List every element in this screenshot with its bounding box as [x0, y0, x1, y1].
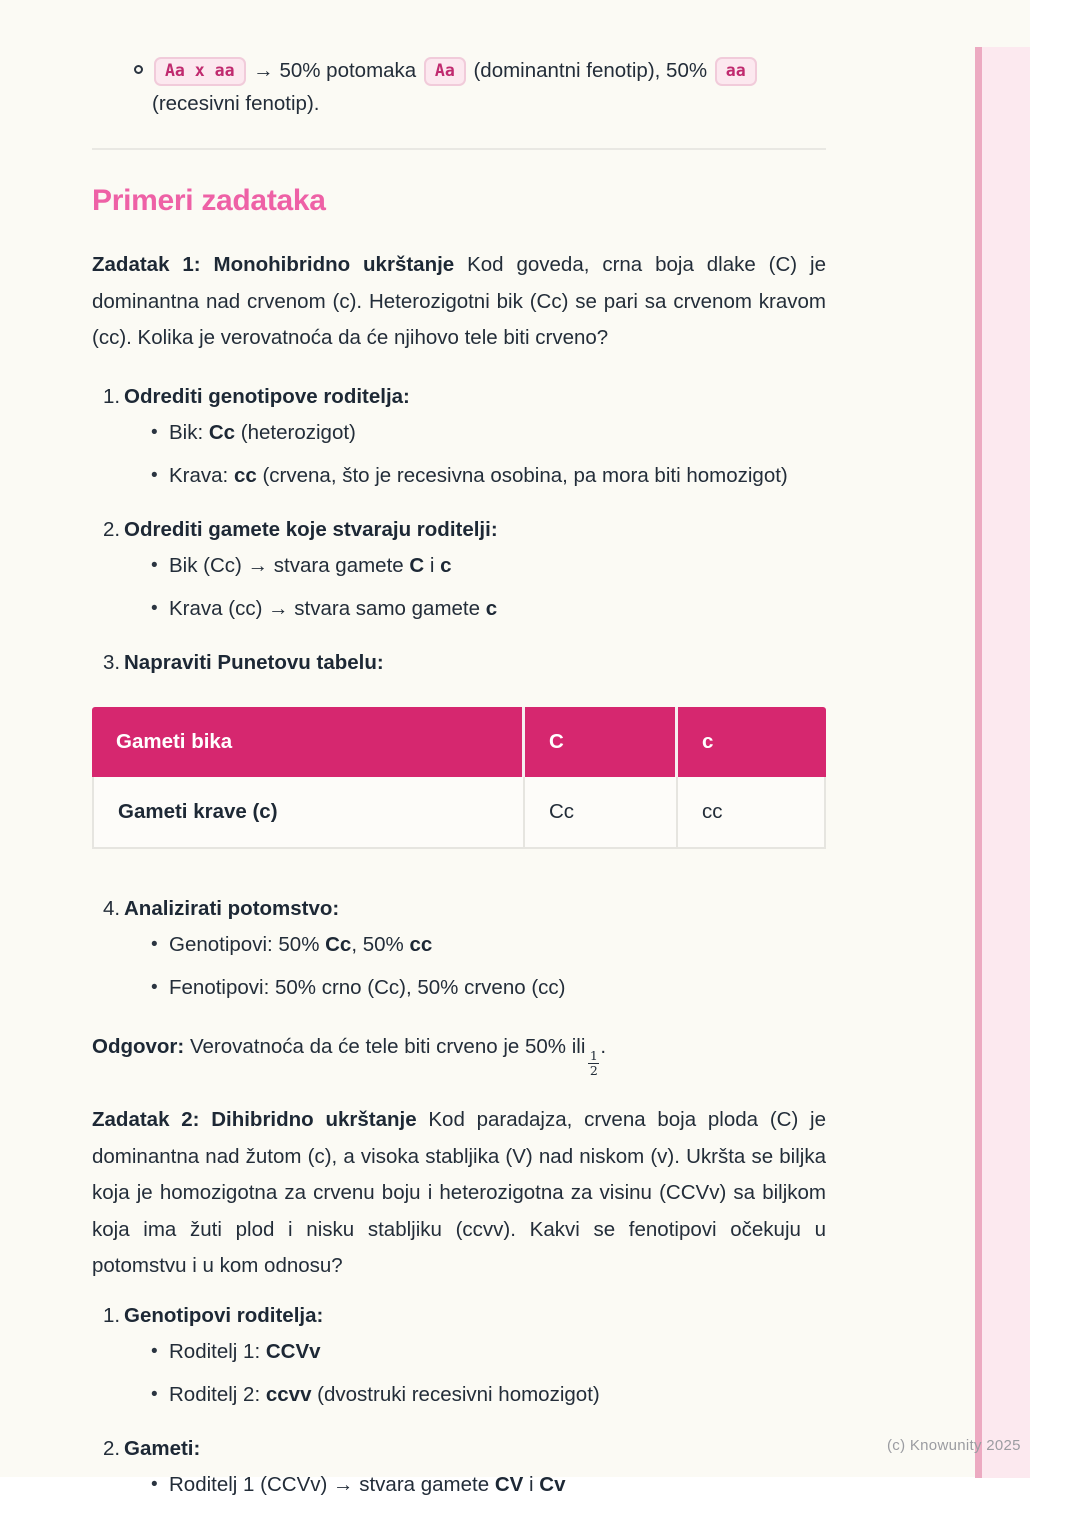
punnett-cell: Gameti krave (c): [92, 777, 525, 849]
task2-paragraph: [92, 1102, 826, 1285]
fraction-one-half: $\frac{1}{2}$: [589, 1047, 598, 1078]
list-item: [151, 1338, 826, 1366]
list-item-text: Roditelj 1: CCVv: [169, 1339, 321, 1363]
genotype-cross-chip: Aa x aa: [154, 57, 246, 86]
answer-text: Verovatnoća da će tele biti crveno je 50% ili: [184, 1034, 586, 1058]
task1-paragraph: [92, 247, 826, 357]
step-title: Analizirati potomstvo:: [124, 896, 340, 920]
step-number: 2.: [103, 517, 121, 541]
bullet-marker: •: [151, 1340, 158, 1362]
list-item-text: Bik: Cc (heterozigot): [169, 420, 356, 444]
hollow-bullet-marker: [134, 65, 143, 74]
step-heading: [103, 383, 826, 411]
step-heading: [103, 649, 826, 677]
genotype-chip-aa: aa: [715, 57, 757, 86]
punnett-cell: Cc: [525, 777, 678, 849]
list-item-text: Genotipovi: 50% Cc, 50% cc: [169, 932, 433, 956]
list-item: [151, 595, 826, 623]
answer-label: Odgovor:: [92, 1034, 185, 1058]
punnett-header-cell: Gameti bika: [92, 707, 525, 777]
list-item-text: Fenotipovi: 50% crno (Cc), 50% crveno (cc): [169, 975, 566, 999]
task1-step-4: [92, 895, 826, 1002]
punnett-header-row: [92, 707, 826, 777]
task1-answer: [92, 1032, 826, 1079]
step-number: 4.: [103, 896, 121, 920]
list-item-text: Roditelj 2: ccvv (dvostruki recesivni homozigot): [169, 1382, 600, 1406]
punnett-cell: cc: [678, 777, 826, 849]
bullet-marker: •: [151, 1473, 158, 1495]
list-item-text: Krava: cc (crvena, što je recesivna osobina, pa mora biti homozigot): [169, 463, 788, 487]
task2-body: Kod paradajza, crvena boja ploda (C) je dominantna nad žutom (c), a visoka stabljika (V) nad niskom (v). Ukršta se biljka koja je homozigotna za crvenu boju i heterozigotna za visinu (CCVv) sa biljkom koja ima žuti plod i nisku stabljiku (ccvv). Kakvi se fenotipovi očekuju u potomstvu i u kom odnosu?: [92, 1108, 826, 1278]
bullet-marker: •: [151, 976, 158, 998]
genotype-chip-Aa: Aa: [424, 57, 466, 86]
step-number: 3.: [103, 650, 121, 674]
list-item-text: Roditelj 1 (CCVv) → stvara gamete CV i Cv: [169, 1472, 566, 1496]
step-title: Napraviti Punetovu tabelu:: [124, 650, 384, 674]
task2-lead: Zadatak 2: Dihibridno ukrštanje: [92, 1108, 417, 1132]
task1-step-2: [92, 516, 826, 623]
task1-body: Kod goveda, crna boja dlake (C) je dominantna nad crvenom (c). Heterozigotni bik (Cc) se pari sa crvenom kravom (cc). Kolika je verovatnoća da će njihovo tele biti crveno?: [92, 253, 826, 349]
punnett-table: [92, 707, 826, 849]
bullet-marker: •: [151, 933, 158, 955]
step-number: 2.: [103, 1436, 121, 1460]
intro-segment: (dominantni fenotip), 50%: [467, 59, 713, 82]
step-title: Gameti:: [124, 1436, 201, 1460]
intro-text: [152, 54, 826, 120]
bullet-marker: •: [151, 421, 158, 443]
pink-stripe-decoration: [975, 47, 1030, 1478]
step-heading: [103, 516, 826, 544]
step-heading: [103, 1302, 826, 1330]
list-item: [151, 462, 826, 490]
intro-line2: (recesivni fenotip).: [152, 92, 320, 115]
step-heading: [103, 895, 826, 923]
copyright-watermark: (c) Knowunity 2025: [887, 1437, 1021, 1454]
list-item: [151, 1381, 826, 1409]
step-title: Odrediti genotipove roditelja:: [124, 384, 410, 408]
task2-step-1: [92, 1302, 826, 1409]
list-item: [151, 974, 826, 1002]
bullet-marker: •: [151, 1383, 158, 1405]
list-item: [151, 1471, 826, 1499]
list-item-text: Krava (cc) → stvara samo gamete c: [169, 596, 498, 620]
bullet-marker: •: [151, 597, 158, 619]
task1-lead: Zadatak 1: Monohibridno ukrštanje: [92, 253, 455, 276]
intro-segment: → 50% potomaka: [247, 59, 422, 82]
bullet-marker: •: [151, 464, 158, 486]
bullet-marker: •: [151, 554, 158, 576]
task2-step-2: [92, 1435, 826, 1499]
punnett-header-cell: C: [525, 707, 678, 777]
list-item: [151, 931, 826, 959]
answer-period: .: [600, 1034, 607, 1058]
list-item-text: Bik (Cc) → stvara gamete C i c: [169, 553, 452, 577]
task1-step-1: [92, 383, 826, 490]
task1-step-3: [92, 649, 826, 677]
document-content: [92, 0, 826, 1499]
page-title: Primeri zadataka: [92, 184, 326, 217]
punnett-body-row: [92, 777, 826, 849]
list-item: [151, 419, 826, 447]
step-number: 1.: [103, 384, 121, 408]
step-number: 1.: [103, 1303, 121, 1327]
section-divider: [92, 148, 826, 150]
step-title: Odrediti gamete koje stvaraju roditelji:: [124, 517, 498, 541]
punnett-header-cell: c: [678, 707, 826, 777]
list-item: [151, 552, 826, 580]
step-heading: [103, 1435, 826, 1463]
intro-bullet-item: [92, 0, 826, 120]
step-title: Genotipovi roditelja:: [124, 1303, 324, 1327]
